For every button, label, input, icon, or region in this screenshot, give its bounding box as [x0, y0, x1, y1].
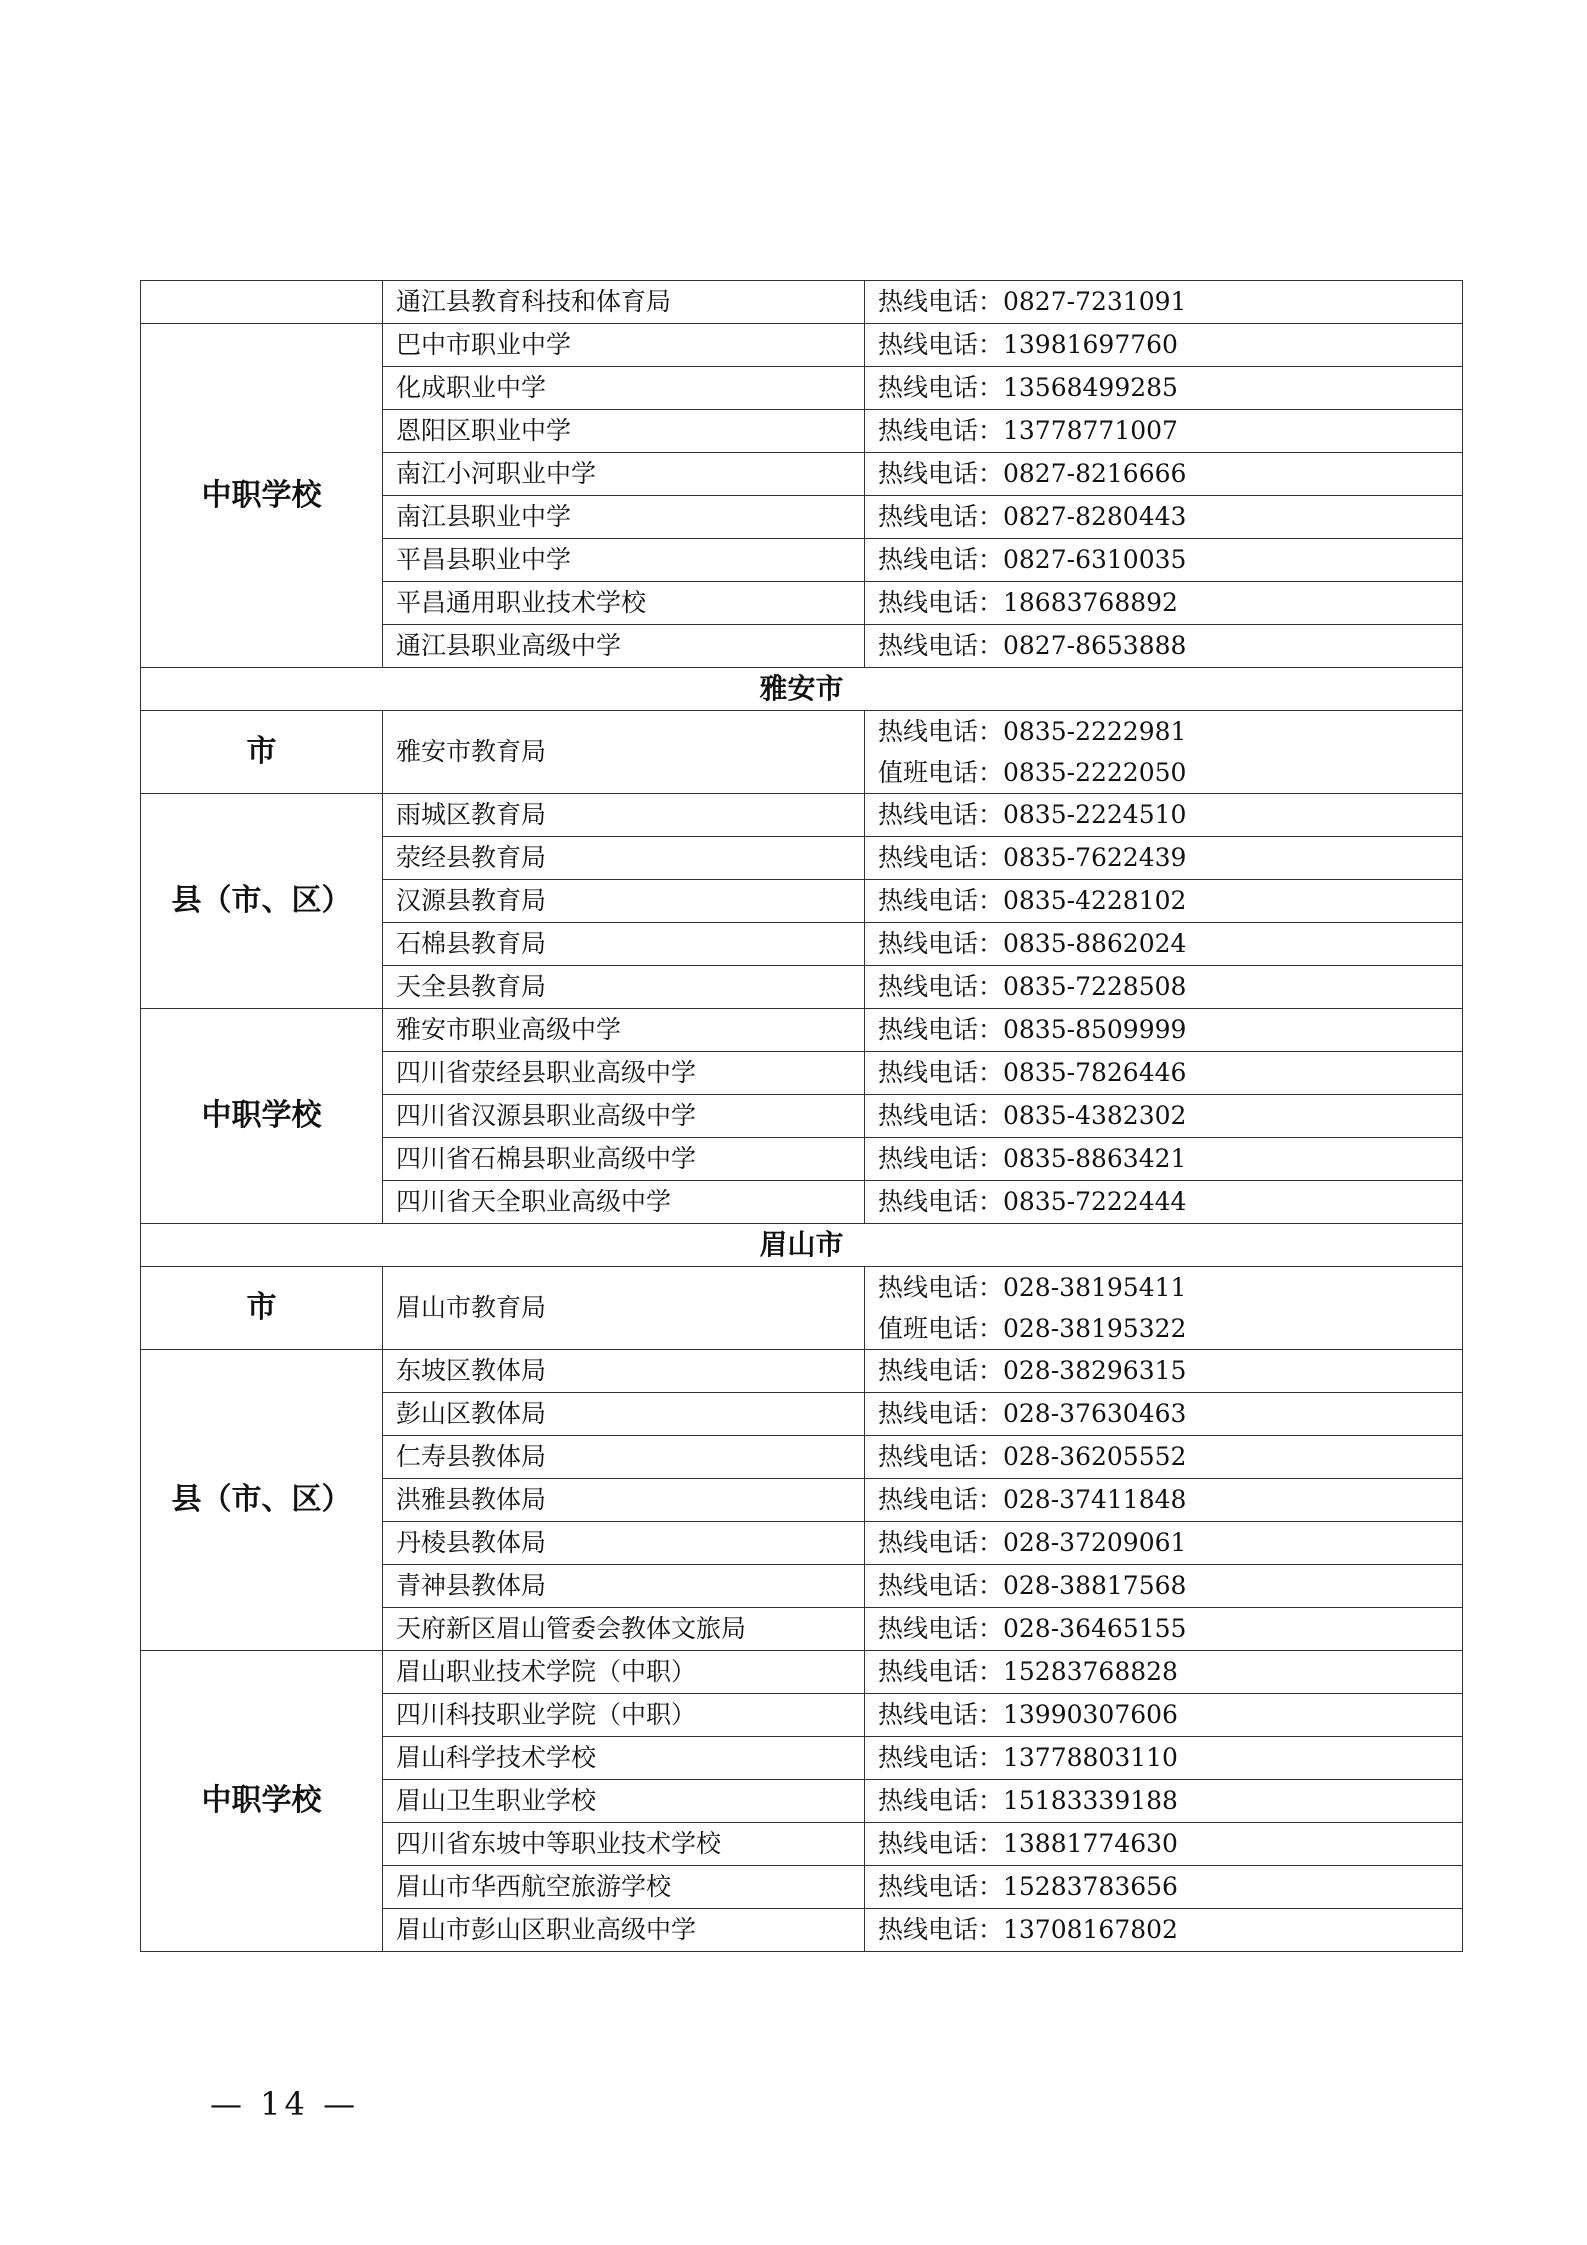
unit-cell: 四川省天全职业高级中学 [383, 1181, 865, 1224]
phone-number: 热线电话：028-36465155 [878, 1614, 1187, 1643]
phone-number: 热线电话：13778771007 [878, 416, 1178, 445]
phone-number: 热线电话：0835-7826446 [878, 1058, 1187, 1087]
phone-cell [865, 1909, 1463, 1952]
unit-cell: 天府新区眉山管委会教体文旅局 [383, 1608, 865, 1651]
unit-cell: 四川省汉源县职业高级中学 [383, 1095, 865, 1138]
unit-cell: 天全县教育局 [383, 966, 865, 1009]
phone-number: 热线电话：0835-4382302 [878, 1101, 1187, 1130]
city-header-row [141, 1224, 1463, 1267]
phone-number: 热线电话：13778803110 [878, 1743, 1178, 1772]
phone-number: 热线电话：13568499285 [878, 373, 1178, 402]
category-cell: 中职学校 [141, 1651, 383, 1952]
table-row [141, 1651, 1463, 1694]
phone-cell [865, 1393, 1463, 1436]
phone-number: 热线电话：13981697760 [878, 330, 1178, 359]
unit-cell: 平昌通用职业技术学校 [383, 582, 865, 625]
unit-cell: 眉山市华西航空旅游学校 [383, 1866, 865, 1909]
unit-cell: 东坡区教体局 [383, 1350, 865, 1393]
phone-cell [865, 1694, 1463, 1737]
unit-cell: 南江县职业中学 [383, 496, 865, 539]
category-cell: 县（市、区） [141, 794, 383, 1009]
phone-number: 热线电话：028-38195411 [878, 1273, 1187, 1302]
phone-cell [865, 1522, 1463, 1565]
unit-cell: 四川省东坡中等职业技术学校 [383, 1823, 865, 1866]
phone-cell [865, 794, 1463, 837]
unit-cell: 恩阳区职业中学 [383, 410, 865, 453]
phone-number: 热线电话：0835-7222444 [878, 1187, 1187, 1216]
phone-cell [865, 410, 1463, 453]
city-header: 眉山市 [141, 1224, 1463, 1267]
phone-number: 热线电话：0835-4228102 [878, 886, 1187, 915]
table-row [141, 281, 1463, 324]
phone-cell [865, 1823, 1463, 1866]
phone-number: 热线电话：0827-8653888 [878, 631, 1187, 660]
unit-cell: 四川省石棉县职业高级中学 [383, 1138, 865, 1181]
unit-cell: 四川省荥经县职业高级中学 [383, 1052, 865, 1095]
phone-number: 热线电话：0827-8216666 [878, 459, 1187, 488]
category-cell: 县（市、区） [141, 1350, 383, 1651]
phone-cell [865, 837, 1463, 880]
phone-cell [865, 1780, 1463, 1823]
category-cell: 市 [141, 711, 383, 794]
city-header: 雅安市 [141, 668, 1463, 711]
contact-table [140, 280, 1463, 1952]
unit-cell: 雅安市职业高级中学 [383, 1009, 865, 1052]
unit-cell: 雅安市教育局 [383, 711, 865, 794]
phone-cell [865, 1651, 1463, 1694]
unit-cell: 丹棱县教体局 [383, 1522, 865, 1565]
phone-number: 值班电话：0835-2222050 [878, 758, 1187, 787]
phone-number: 热线电话：13881774630 [878, 1829, 1178, 1858]
phone-cell [865, 367, 1463, 410]
unit-cell: 眉山市彭山区职业高级中学 [383, 1909, 865, 1952]
table-body [141, 281, 1463, 1952]
table-row [141, 1350, 1463, 1393]
phone-cell [865, 1565, 1463, 1608]
unit-cell: 彭山区教体局 [383, 1393, 865, 1436]
phone-number: 热线电话：0827-7231091 [878, 287, 1187, 316]
phone-number: 热线电话：0835-8509999 [878, 1015, 1187, 1044]
phone-cell [865, 711, 1463, 794]
unit-cell: 汉源县教育局 [383, 880, 865, 923]
table-row [141, 324, 1463, 367]
phone-cell [865, 1866, 1463, 1909]
unit-cell: 平昌县职业中学 [383, 539, 865, 582]
phone-number: 热线电话：15283783656 [878, 1872, 1178, 1901]
table-row [141, 1267, 1463, 1350]
phone-cell [865, 625, 1463, 668]
unit-cell: 巴中市职业中学 [383, 324, 865, 367]
phone-number: 热线电话：0827-8280443 [878, 502, 1187, 531]
phone-number: 热线电话：13990307606 [878, 1700, 1178, 1729]
unit-cell: 眉山职业技术学院（中职） [383, 1651, 865, 1694]
unit-cell: 青神县教体局 [383, 1565, 865, 1608]
page-number: — 14 — [210, 2085, 360, 2123]
phone-number: 热线电话：18683768892 [878, 588, 1178, 617]
phone-number: 热线电话：028-37630463 [878, 1399, 1187, 1428]
phone-cell [865, 324, 1463, 367]
unit-cell: 眉山卫生职业学校 [383, 1780, 865, 1823]
unit-cell: 雨城区教育局 [383, 794, 865, 837]
phone-number: 热线电话：0835-7228508 [878, 972, 1187, 1001]
phone-cell [865, 582, 1463, 625]
phone-cell [865, 1009, 1463, 1052]
unit-cell: 荥经县教育局 [383, 837, 865, 880]
table-row [141, 794, 1463, 837]
phone-number: 热线电话：13708167802 [878, 1915, 1178, 1944]
phone-number: 热线电话：0835-8863421 [878, 1144, 1187, 1173]
phone-cell [865, 1138, 1463, 1181]
phone-cell [865, 453, 1463, 496]
phone-number: 热线电话：028-37209061 [878, 1528, 1187, 1557]
phone-number: 值班电话：028-38195322 [878, 1314, 1187, 1343]
unit-cell: 通江县教育科技和体育局 [383, 281, 865, 324]
phone-cell [865, 539, 1463, 582]
phone-cell [865, 1181, 1463, 1224]
phone-cell [865, 1479, 1463, 1522]
unit-cell: 南江小河职业中学 [383, 453, 865, 496]
unit-cell: 四川科技职业学院（中职） [383, 1694, 865, 1737]
phone-cell [865, 1608, 1463, 1651]
phone-cell [865, 966, 1463, 1009]
phone-cell [865, 923, 1463, 966]
phone-number: 热线电话：0835-2222981 [878, 717, 1187, 746]
phone-number: 热线电话：028-38817568 [878, 1571, 1187, 1600]
phone-cell [865, 496, 1463, 539]
phone-cell [865, 1052, 1463, 1095]
unit-cell: 化成职业中学 [383, 367, 865, 410]
phone-cell [865, 1267, 1463, 1350]
phone-number: 热线电话：15183339188 [878, 1786, 1178, 1815]
phone-number: 热线电话：0827-6310035 [878, 545, 1187, 574]
table-row [141, 711, 1463, 794]
phone-cell [865, 1436, 1463, 1479]
category-cell: 市 [141, 1267, 383, 1350]
category-cell [141, 281, 383, 324]
phone-cell [865, 1095, 1463, 1138]
phone-number: 热线电话：028-36205552 [878, 1442, 1187, 1471]
city-header-row [141, 668, 1463, 711]
phone-number: 热线电话：0835-2224510 [878, 800, 1187, 829]
category-cell: 中职学校 [141, 1009, 383, 1224]
unit-cell: 通江县职业高级中学 [383, 625, 865, 668]
unit-cell: 眉山市教育局 [383, 1267, 865, 1350]
unit-cell: 眉山科学技术学校 [383, 1737, 865, 1780]
category-cell: 中职学校 [141, 324, 383, 668]
phone-number: 热线电话：15283768828 [878, 1657, 1178, 1686]
unit-cell: 洪雅县教体局 [383, 1479, 865, 1522]
phone-number: 热线电话：028-37411848 [878, 1485, 1187, 1514]
unit-cell: 石棉县教育局 [383, 923, 865, 966]
unit-cell: 仁寿县教体局 [383, 1436, 865, 1479]
phone-cell [865, 880, 1463, 923]
phone-cell [865, 281, 1463, 324]
phone-number: 热线电话：0835-8862024 [878, 929, 1187, 958]
phone-number: 热线电话：0835-7622439 [878, 843, 1187, 872]
phone-number: 热线电话：028-38296315 [878, 1356, 1187, 1385]
table-row [141, 1009, 1463, 1052]
phone-cell [865, 1350, 1463, 1393]
phone-cell [865, 1737, 1463, 1780]
